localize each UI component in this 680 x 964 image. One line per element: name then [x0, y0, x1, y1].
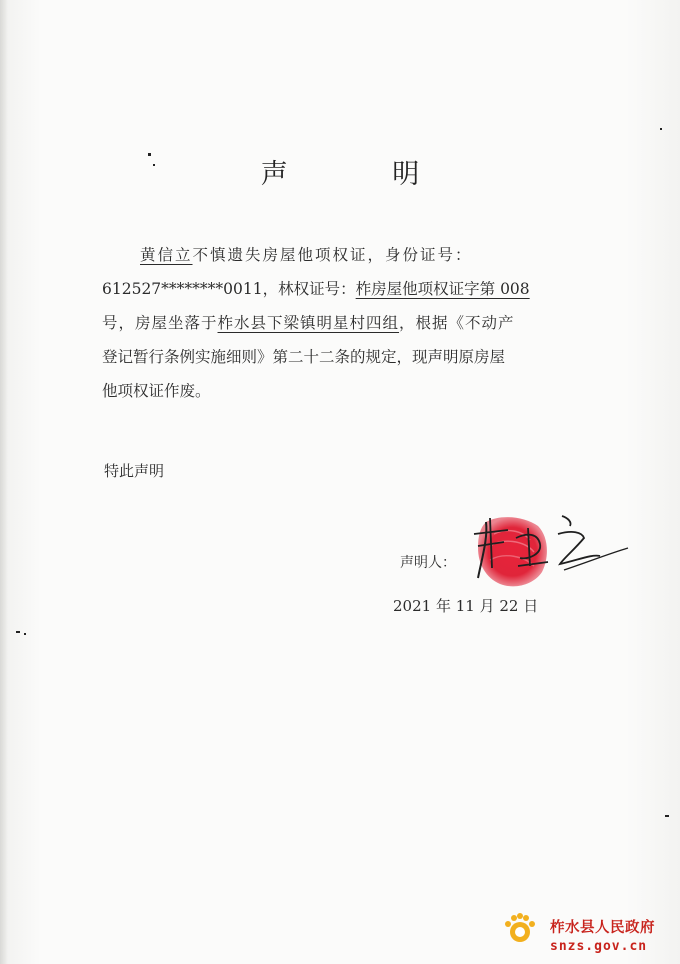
government-watermark — [498, 906, 674, 960]
handwritten-signature — [468, 508, 638, 588]
declarant-name: 黄信立 — [140, 246, 193, 264]
watermark-url: snzs.gov.cn — [550, 939, 648, 954]
declaration-date: 2021 年 11 月 22 日 — [393, 597, 539, 615]
certificate-number: 柞房屋他项权证字第 008 — [355, 280, 530, 298]
body-line-1-text: 不慎遗失房屋他项权证，身份证号： — [192, 246, 473, 264]
closing-statement: 特此声明 — [104, 462, 165, 480]
body-line-5: 他项权证作废。 — [102, 382, 211, 400]
location-prefix: 号，房屋坐落于 — [102, 314, 218, 332]
body-line-1 — [102, 238, 580, 272]
scan-speck — [24, 633, 26, 635]
scan-speck — [660, 128, 662, 130]
scan-speck — [16, 631, 20, 633]
body-line-4: 登记暂行条例实施细则》第二十二条的规定，现声明原房屋 — [102, 348, 506, 366]
sun-emblem-icon — [502, 912, 538, 948]
property-address: 柞水县下梁镇明星村四组 — [217, 314, 400, 332]
body-line-2 — [102, 272, 580, 306]
page-edge-shadow — [0, 0, 8, 964]
forest-cert-label: ，林权证号： — [262, 280, 356, 298]
declaration-body — [102, 238, 580, 408]
declarant-label: 声明人： — [400, 555, 456, 571]
location-suffix: ，根据《不动产 — [399, 314, 515, 332]
body-line-3 — [102, 306, 580, 340]
scan-speck — [665, 815, 669, 817]
document-title: 声 明 — [260, 159, 468, 190]
watermark-org-name: 柞水县人民政府 — [550, 920, 655, 936]
id-number: 612527********0011 — [102, 280, 263, 298]
